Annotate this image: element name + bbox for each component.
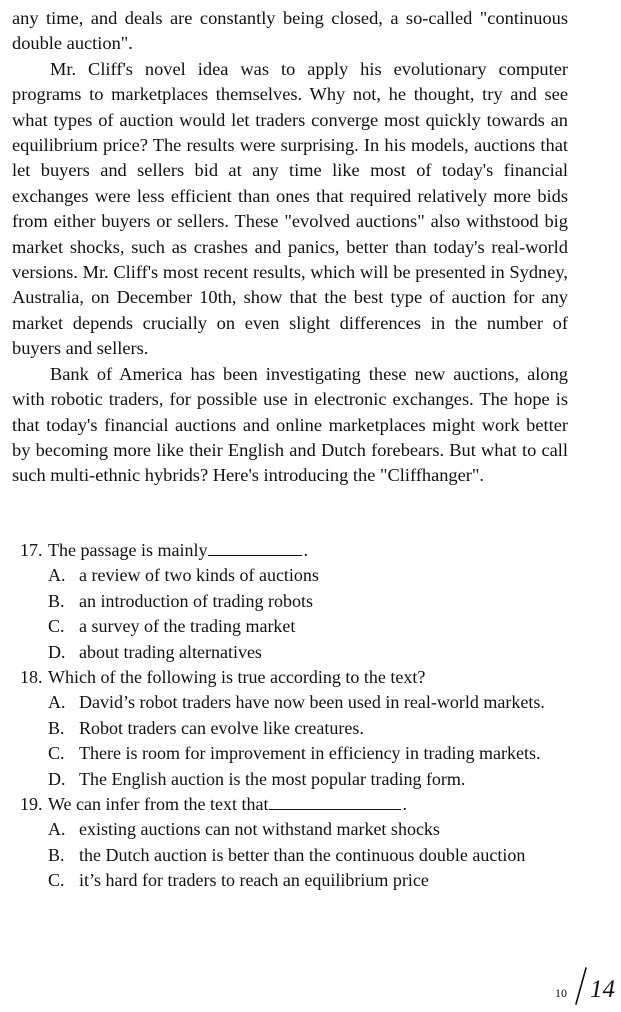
option-text: an introduction of trading robots [79, 590, 313, 611]
question-17 [20, 538, 572, 665]
page-number [555, 966, 615, 1006]
option-letter: D. [48, 641, 66, 662]
page-number-total: 14 [590, 976, 615, 1003]
question-stem-end: . [402, 794, 407, 815]
option-letter: C. [48, 743, 65, 764]
question-stem [20, 538, 572, 563]
option-letter: B. [48, 844, 65, 865]
option-c [48, 868, 572, 893]
question-19 [20, 792, 572, 894]
option-list [48, 563, 572, 665]
option-letter: A. [48, 692, 66, 713]
option-d [48, 640, 572, 665]
option-b [48, 843, 572, 868]
question-text [48, 538, 572, 563]
option-letter: A. [48, 565, 66, 586]
option-text: a review of two kinds of auctions [79, 565, 319, 586]
option-letter: B. [48, 590, 65, 611]
option-list [48, 690, 572, 792]
question-stem-text: We can infer from the text that [48, 794, 269, 815]
option-a [48, 563, 572, 588]
passage-paragraph: Mr. Cliff's novel idea was to apply his evolutionary computer programs to marketplaces themselves. Why not, he thought, try and see what types of auction would let traders converge most quickly towards an equilibrium price? The results were surprising. In his models, auctions that let buyers and sellers bid at any time like most of today's financial exchanges were less efficient than ones that required relatively more bids from either buyers or sellers. These "evolved auctions" also withstood big market shocks, such as crashes and panics, better than today's real-world versions. Mr. Cliff's most recent results, which will be presented in Sydney, Australia, on December 10th, show that the best type of auction for any market depends crucially on even slight differences in the number of buyers and sellers. [12, 58, 568, 359]
option-letter: C. [48, 616, 65, 637]
option-letter: B. [48, 717, 65, 738]
option-a [48, 817, 572, 842]
question-stem-text: Which of the following is true according to the text? [48, 667, 426, 688]
page-number-current: 10 [555, 986, 567, 1000]
option-a [48, 690, 572, 715]
question-number: 18. [20, 667, 43, 688]
option-text: Robot traders can evolve like creatures. [79, 717, 364, 738]
question-stem-text: The passage is mainly [48, 540, 208, 560]
option-list [48, 817, 572, 893]
option-letter: D. [48, 768, 66, 789]
option-text: existing auctions can not withstand market shocks [79, 819, 440, 840]
option-text: the Dutch auction is better than the continuous double auction [79, 844, 526, 865]
option-b [48, 716, 572, 741]
option-d [48, 767, 572, 792]
option-text: David’s robot traders have now been used in real-world markets. [79, 692, 545, 713]
option-b [48, 589, 572, 614]
option-text: The English auction is the most popular trading form. [79, 768, 466, 789]
question-18 [20, 665, 572, 792]
option-text: it’s hard for traders to reach an equilibrium price [79, 870, 429, 891]
question-number: 17. [20, 540, 43, 560]
question-list [20, 538, 572, 894]
question-text [48, 792, 572, 817]
option-c [48, 741, 572, 766]
passage-paragraph: any time, and deals are constantly being closed, a so-called "continuous double auction". [12, 8, 568, 54]
question-stem [20, 792, 572, 817]
question-text [48, 665, 572, 690]
question-stem [20, 665, 572, 690]
option-letter: A. [48, 819, 66, 840]
question-number: 19. [20, 794, 43, 815]
option-text: There is room for improvement in efficiency in trading markets. [79, 743, 541, 764]
slash-separator-icon [573, 966, 589, 1006]
option-c [48, 614, 572, 639]
answer-blank [269, 794, 401, 810]
answer-blank [208, 540, 302, 556]
option-text: a survey of the trading market [79, 616, 296, 637]
question-stem-end: . [303, 540, 308, 560]
passage-paragraph: Bank of America has been investigating these new auctions, along with robotic traders, for possible use in electronic exchanges. The hope is that today's financial auctions and online marketplaces might work better by becoming more like their English and Dutch forebears. But what to call such multi-ethnic hybrids? Here's introducing the "Cliffhanger". [12, 363, 568, 486]
passage [12, 6, 568, 489]
option-text: about trading alternatives [79, 641, 262, 662]
option-letter: C. [48, 870, 65, 891]
